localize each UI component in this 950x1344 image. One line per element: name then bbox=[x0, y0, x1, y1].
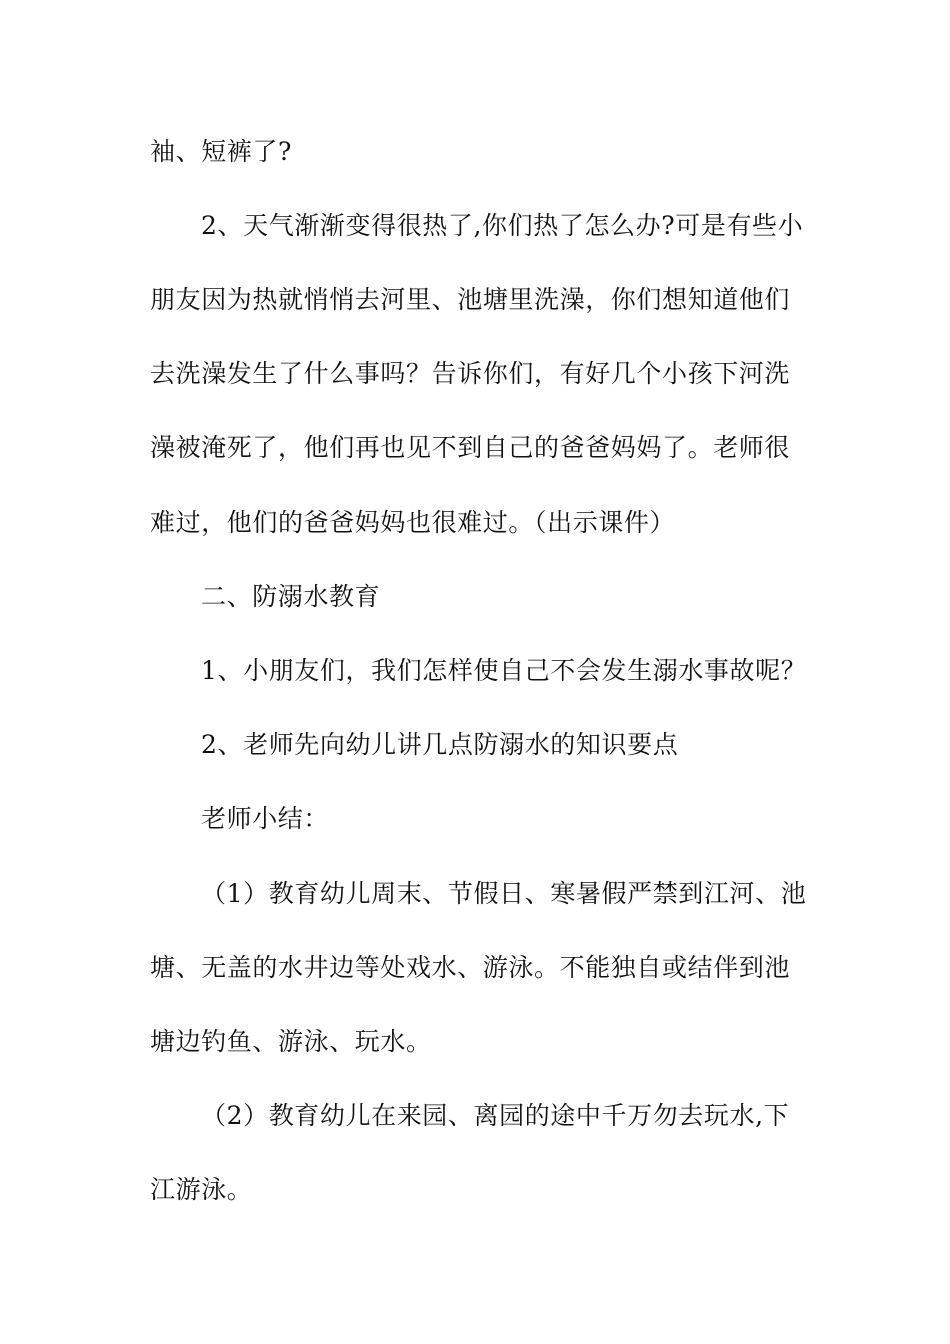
text-line-9: 2、老师先向幼儿讲几点防溺水的知识要点 bbox=[201, 730, 679, 759]
text-line-13: 塘边钓鱼、游泳、玩水。 bbox=[150, 1027, 432, 1056]
text-line-12: 塘、无盖的水井边等处戏水、游泳。不能独自或结伴到池 bbox=[150, 953, 791, 982]
section-heading: 二、防溺水教育 bbox=[201, 582, 381, 611]
text-line-5: 澡被淹死了，他们再也见不到自己的爸爸妈妈了。老师很 bbox=[150, 433, 791, 462]
text-line-15: 江游泳。 bbox=[150, 1175, 253, 1204]
text-line-11: （1）教育幼儿周末、节假日、寒暑假严禁到江河、池 bbox=[201, 879, 807, 908]
text-line-8: 1、小朋友们，我们怎样使自己不会发生溺水事故呢？ bbox=[201, 656, 807, 685]
text-line-1: 袖、短裤了? bbox=[150, 137, 293, 166]
text-line-6: 难过，他们的爸爸妈妈也很难过。（出示课件） bbox=[150, 508, 676, 537]
text-line-2: 2、天气渐渐变得很热了,你们热了怎么办?可是有些小 bbox=[201, 211, 804, 240]
text-line-4: 去洗澡发生了什么事吗？告诉你们，有好几个小孩下河洗 bbox=[150, 359, 791, 388]
text-line-14: （2）教育幼儿在来园、离园的途中千万勿去玩水,下 bbox=[201, 1101, 790, 1130]
text-line-10: 老师小结： bbox=[201, 804, 330, 833]
text-line-3: 朋友因为热就悄悄去河里、池塘里洗澡，你们想知道他们 bbox=[150, 285, 791, 314]
